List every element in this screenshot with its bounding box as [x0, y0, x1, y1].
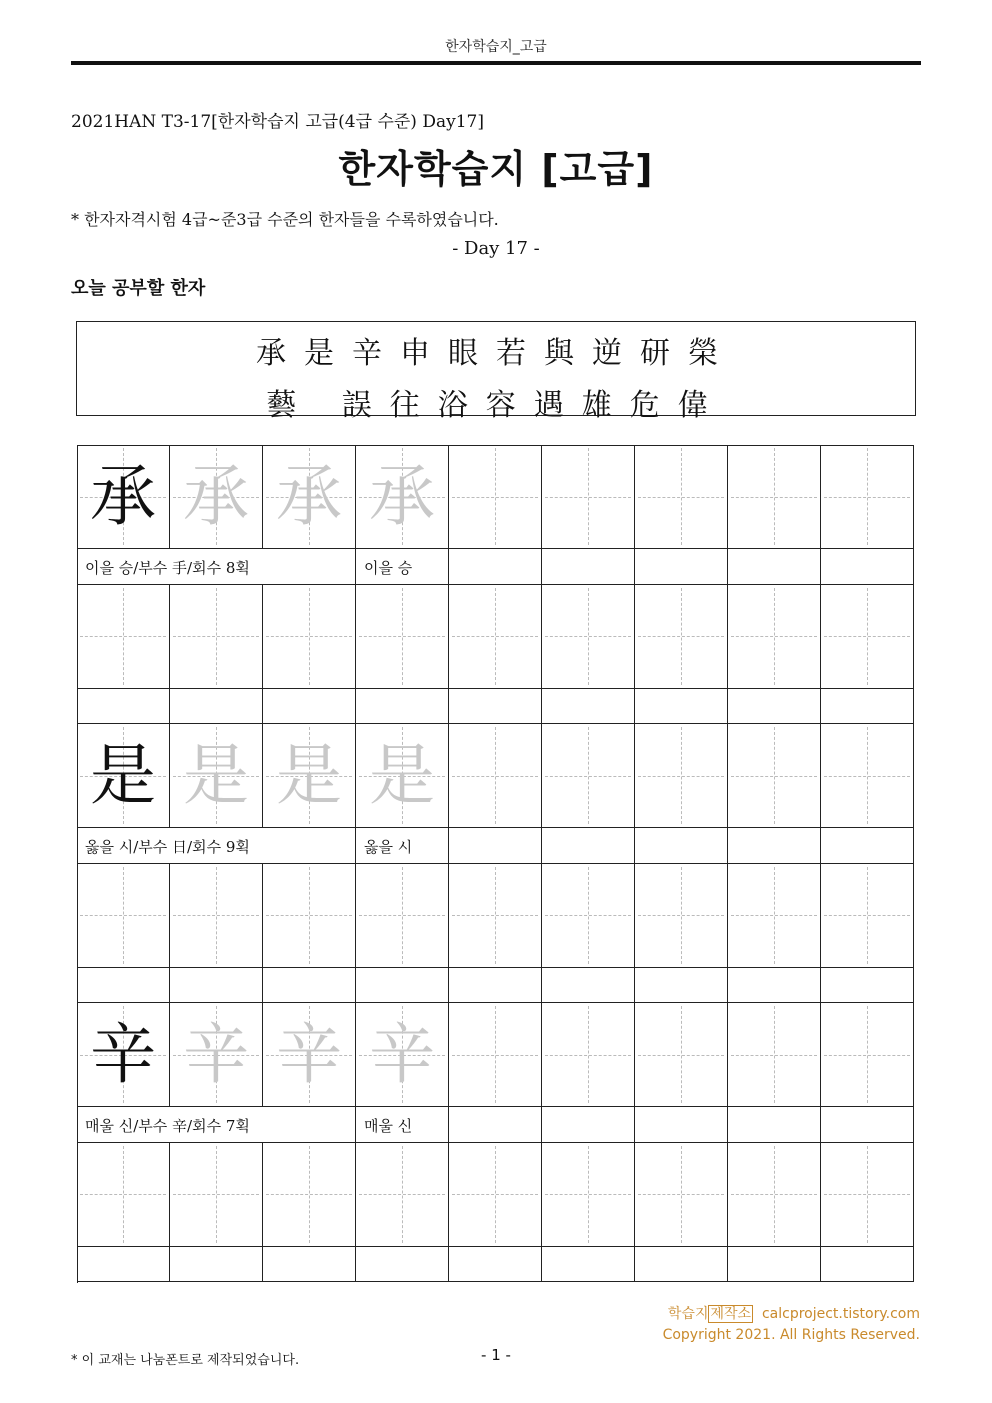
writing-cell	[356, 724, 449, 828]
label-cell	[449, 1247, 542, 1283]
label-cell	[77, 1107, 356, 1143]
writing-cell	[728, 1143, 821, 1247]
guide-line-horizontal	[173, 636, 259, 637]
label-cell	[77, 549, 356, 585]
guide-line-horizontal	[824, 776, 910, 777]
guide-line-horizontal	[731, 1194, 817, 1195]
label-cell	[821, 689, 914, 725]
label-cell	[77, 1247, 170, 1283]
label-cell	[635, 1247, 728, 1283]
guide-line-horizontal	[824, 497, 910, 498]
today-characters-box	[76, 321, 916, 423]
guide-line-horizontal	[545, 636, 631, 637]
maker-credit	[668, 1303, 920, 1323]
guide-line-horizontal	[731, 636, 817, 637]
guide-line-horizontal	[824, 1194, 910, 1195]
writing-cell	[821, 585, 914, 689]
character-info: 이을 승/부수 手/회수 8획	[85, 559, 250, 577]
writing-cell	[170, 724, 263, 828]
trace-character: 辛	[183, 1015, 249, 1093]
label-cell	[356, 549, 449, 585]
guide-line-horizontal	[638, 497, 724, 498]
writing-cell	[170, 1143, 263, 1247]
guide-line-horizontal	[545, 776, 631, 777]
guide-line-horizontal	[731, 1055, 817, 1056]
guide-line-horizontal	[266, 636, 352, 637]
writing-cell	[821, 1143, 914, 1247]
document-code: 2021HAN T3-17[한자학습지 고급(4급 수준) Day17]	[71, 112, 484, 132]
writing-cell	[449, 724, 542, 828]
label-cell	[542, 689, 635, 725]
guide-line-horizontal	[359, 1194, 445, 1195]
character-info: 옳을 시/부수 日/회수 9획	[85, 838, 250, 856]
label-cell	[356, 689, 449, 725]
guide-line-horizontal	[173, 915, 259, 916]
label-cell	[728, 689, 821, 725]
guide-line-horizontal	[731, 776, 817, 777]
guide-line-horizontal	[545, 1055, 631, 1056]
label-cell	[821, 968, 914, 1004]
writing-cell	[449, 1143, 542, 1247]
writing-cell	[77, 1003, 170, 1107]
writing-cell	[356, 445, 449, 549]
writing-cell	[635, 585, 728, 689]
practice-grid	[77, 445, 914, 1283]
copyright: Copyright 2021. All Rights Reserved.	[662, 1327, 920, 1343]
guide-line-horizontal	[80, 1194, 166, 1195]
writing-cell	[263, 864, 356, 968]
guide-line-horizontal	[638, 1194, 724, 1195]
writing-cell	[728, 585, 821, 689]
label-cell	[263, 689, 356, 725]
guide-line-horizontal	[452, 915, 538, 916]
writing-cell	[728, 445, 821, 549]
writing-cell	[170, 1003, 263, 1107]
guide-line-horizontal	[452, 1194, 538, 1195]
today-characters-line-1: 承是辛申眼若與逆研榮	[256, 336, 736, 371]
label-cell	[77, 689, 170, 725]
trace-character: 承	[276, 457, 342, 535]
label-cell	[77, 968, 170, 1004]
model-character: 承	[90, 457, 156, 535]
maker-prefix: 학습지	[667, 1306, 709, 1322]
writing-cell	[77, 585, 170, 689]
label-cell	[77, 828, 356, 864]
trace-character: 是	[276, 736, 342, 814]
writing-cell	[635, 1143, 728, 1247]
day-label: - Day 17 -	[452, 238, 540, 259]
writing-cell	[170, 445, 263, 549]
guide-line-horizontal	[266, 1194, 352, 1195]
writing-cell	[821, 445, 914, 549]
writing-cell	[77, 1143, 170, 1247]
writing-cell	[542, 724, 635, 828]
guide-line-horizontal	[731, 915, 817, 916]
label-cell	[728, 1107, 821, 1143]
writing-cell	[635, 1003, 728, 1107]
writing-cell	[170, 864, 263, 968]
label-cell	[635, 828, 728, 864]
writing-cell	[170, 585, 263, 689]
guide-line-horizontal	[824, 1055, 910, 1056]
model-character: 是	[90, 736, 156, 814]
writing-cell	[542, 864, 635, 968]
writing-cell	[542, 1003, 635, 1107]
label-cell	[542, 1107, 635, 1143]
label-cell	[356, 1247, 449, 1283]
guide-line-horizontal	[452, 776, 538, 777]
guide-line-horizontal	[824, 636, 910, 637]
guide-line-horizontal	[80, 636, 166, 637]
label-cell	[821, 828, 914, 864]
writing-cell	[542, 445, 635, 549]
writing-cell	[635, 724, 728, 828]
guide-line-horizontal	[359, 915, 445, 916]
label-cell	[728, 549, 821, 585]
guide-line-horizontal	[173, 1194, 259, 1195]
today-section-title: 오늘 공부할 한자	[71, 278, 206, 299]
writing-cell	[542, 585, 635, 689]
writing-cell	[728, 864, 821, 968]
character-meaning: 옳을 시	[364, 838, 413, 856]
writing-cell	[449, 864, 542, 968]
label-cell	[821, 549, 914, 585]
trace-character: 是	[183, 736, 249, 814]
page-title: 한자학습지 [고급]	[338, 147, 654, 191]
guide-line-horizontal	[638, 636, 724, 637]
writing-cell	[77, 864, 170, 968]
label-cell	[263, 1247, 356, 1283]
label-cell	[821, 1107, 914, 1143]
today-characters-line-2: 藝 誤往浴容遇雄危偉	[266, 388, 726, 423]
writing-cell	[77, 445, 170, 549]
guide-line-horizontal	[545, 497, 631, 498]
label-cell	[635, 689, 728, 725]
label-cell	[728, 968, 821, 1004]
scope-note: * 한자자격시험 4급~준3급 수준의 한자들을 수록하였습니다.	[71, 210, 499, 229]
writing-cell	[635, 445, 728, 549]
header-rule	[71, 61, 921, 65]
label-cell	[728, 828, 821, 864]
writing-cell	[263, 1003, 356, 1107]
guide-line-horizontal	[452, 1055, 538, 1056]
label-cell	[449, 549, 542, 585]
guide-line-horizontal	[80, 915, 166, 916]
label-cell	[542, 828, 635, 864]
label-cell	[356, 828, 449, 864]
label-cell	[542, 1247, 635, 1283]
character-meaning: 매울 신	[364, 1117, 413, 1135]
writing-cell	[821, 864, 914, 968]
label-cell	[449, 968, 542, 1004]
label-cell	[542, 549, 635, 585]
writing-cell	[263, 724, 356, 828]
label-cell	[356, 1107, 449, 1143]
writing-cell	[263, 445, 356, 549]
character-meaning: 이을 승	[364, 559, 413, 577]
writing-cell	[449, 445, 542, 549]
label-cell	[170, 689, 263, 725]
label-cell	[635, 1107, 728, 1143]
label-cell	[449, 1107, 542, 1143]
writing-cell	[356, 585, 449, 689]
guide-line-horizontal	[545, 915, 631, 916]
label-cell	[635, 549, 728, 585]
writing-cell	[542, 1143, 635, 1247]
trace-character: 辛	[276, 1015, 342, 1093]
trace-character: 承	[183, 457, 249, 535]
guide-line-horizontal	[266, 915, 352, 916]
label-cell	[542, 968, 635, 1004]
guide-line-horizontal	[638, 1055, 724, 1056]
guide-line-horizontal	[638, 915, 724, 916]
trace-character: 是	[369, 736, 435, 814]
label-cell	[728, 1247, 821, 1283]
label-cell	[170, 968, 263, 1004]
guide-line-horizontal	[731, 497, 817, 498]
guide-line-horizontal	[359, 636, 445, 637]
writing-cell	[728, 724, 821, 828]
site-link[interactable]: calcproject.tistory.com	[761, 1306, 920, 1322]
font-note: * 이 교재는 나눔폰트로 제작되었습니다.	[71, 1353, 300, 1368]
label-cell	[635, 968, 728, 1004]
guide-line-horizontal	[545, 1194, 631, 1195]
writing-cell	[356, 1003, 449, 1107]
writing-cell	[635, 864, 728, 968]
label-cell	[449, 689, 542, 725]
guide-line-horizontal	[452, 497, 538, 498]
page-number: - 1 -	[481, 1346, 511, 1364]
label-cell	[449, 828, 542, 864]
guide-line-horizontal	[824, 915, 910, 916]
writing-cell	[263, 585, 356, 689]
writing-cell	[449, 1003, 542, 1107]
guide-line-horizontal	[638, 776, 724, 777]
label-cell	[821, 1247, 914, 1283]
writing-cell	[356, 864, 449, 968]
writing-cell	[821, 724, 914, 828]
label-cell	[356, 968, 449, 1004]
writing-cell	[77, 724, 170, 828]
writing-cell	[356, 1143, 449, 1247]
writing-cell	[728, 1003, 821, 1107]
model-character: 辛	[90, 1015, 156, 1093]
maker-boxed-label: 제작소	[710, 1306, 752, 1322]
character-info: 매울 신/부수 辛/회수 7획	[85, 1117, 250, 1135]
guide-line-horizontal	[452, 636, 538, 637]
writing-cell	[821, 1003, 914, 1107]
label-cell	[170, 1247, 263, 1283]
trace-character: 承	[369, 457, 435, 535]
label-cell	[263, 968, 356, 1004]
writing-cell	[449, 585, 542, 689]
writing-cell	[263, 1143, 356, 1247]
trace-character: 辛	[369, 1015, 435, 1093]
running-header: 한자학습지_고급	[445, 39, 547, 55]
